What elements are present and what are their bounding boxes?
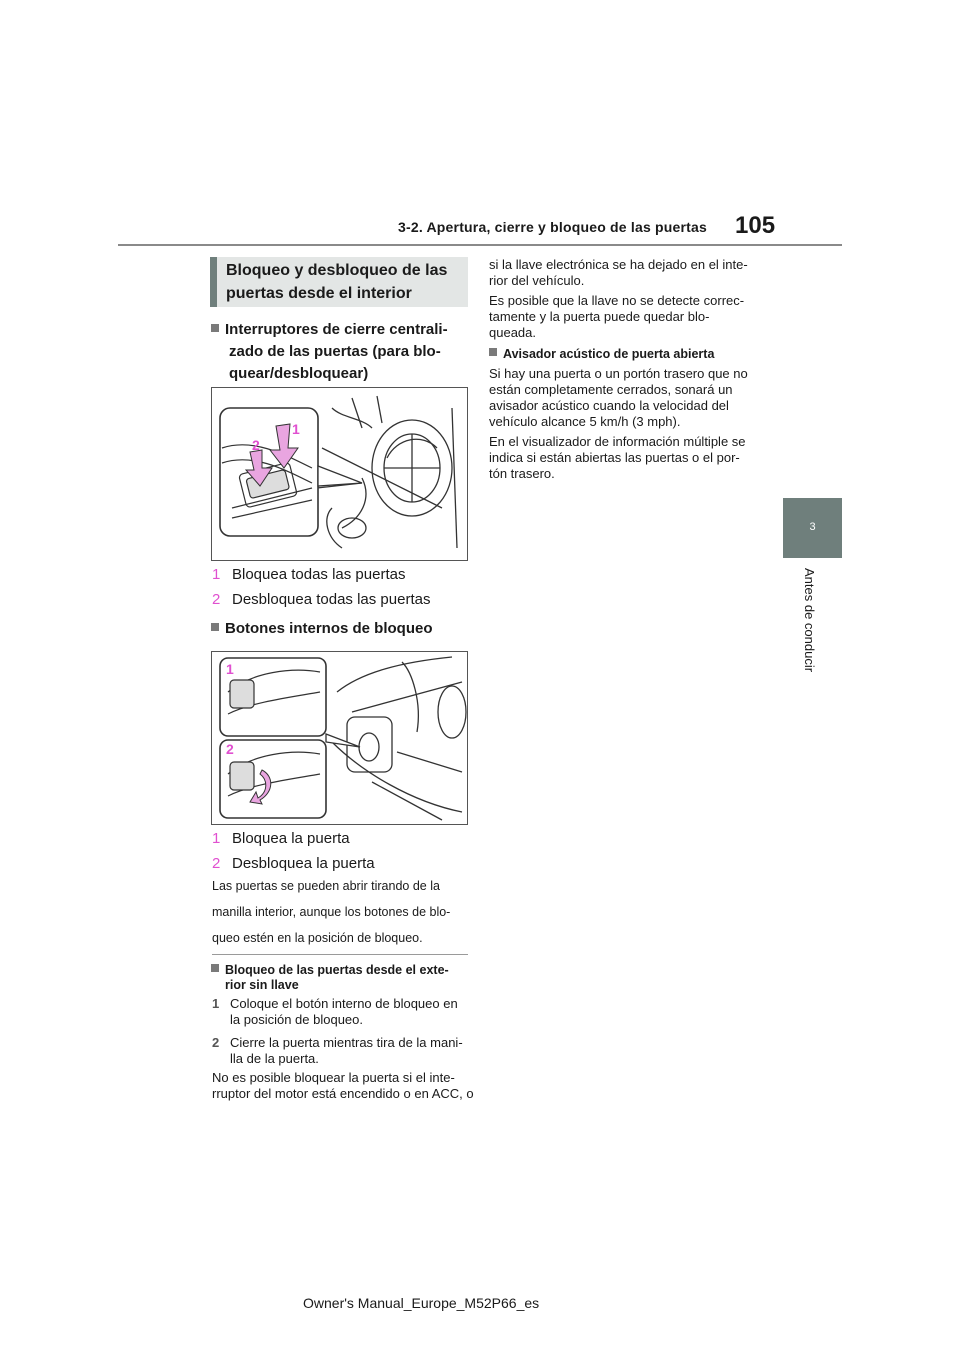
subheading-internal-buttons: Botones internos de bloqueo — [211, 618, 433, 640]
square-bullet-icon — [211, 324, 219, 332]
callout-1: 1 — [292, 421, 300, 437]
paragraph: En el visualizador de información múltiple se indica si están abiertas las puertas o el por- tón trasero. — [489, 434, 746, 481]
paragraph: Si hay una puerta o un portón trasero que no están completamente cerrados, sonará un avisador acústico cuando la velocidad del vehículo alcance 5 km/h (3 mph). — [489, 366, 748, 429]
caption-item: 1 Bloquea todas las puertas — [212, 566, 406, 583]
subheading-line2: zado de las puertas (para blo- — [229, 343, 441, 360]
chapter-label — [801, 568, 821, 682]
section-heading-box — [210, 257, 468, 307]
footer-manual-id: Owner's Manual_Europe_M52P66_es — [303, 1295, 540, 1311]
lock-switch-illustration — [212, 388, 467, 560]
header-rule — [118, 244, 842, 246]
caption-item: 2 Desbloquea todas las puertas — [212, 591, 431, 608]
square-bullet-icon — [211, 964, 219, 972]
separator — [212, 954, 468, 955]
subheading-lock-without-key: Bloqueo de las puertas desde el exte- rior sin llave — [211, 963, 476, 993]
page-number: 105 — [735, 212, 776, 239]
subheading-line1: Interruptores de cierre centrali- — [225, 321, 448, 338]
figure-lock-switch — [211, 387, 468, 561]
caption-item: 1 Bloquea la puerta — [212, 830, 350, 847]
callout-1: 1 — [226, 661, 234, 677]
subheading-central-lock — [211, 319, 471, 385]
chapter-label-text: Antes de conducir — [802, 568, 817, 673]
lock-buttons-illustration — [212, 652, 467, 824]
step-item: 1 Coloque el botón interno de bloqueo en la posición de bloqueo. — [212, 996, 458, 1027]
figure-lock-buttons — [211, 651, 468, 825]
callout-2: 2 — [252, 437, 260, 453]
section-heading-line2: puertas desde el interior — [226, 285, 412, 302]
subheading-door-alarm: Avisador acústico de puerta abierta — [489, 347, 714, 362]
square-bullet-icon — [489, 348, 497, 356]
tail-paragraph: No es posible bloquear la puerta si el inte- rruptor del motor está encendido o en ACC, o — [212, 1070, 474, 1101]
callout-2: 2 — [226, 741, 234, 757]
chapter-number: 3 — [809, 521, 816, 533]
note-paragraph: Las puertas se pueden abrir tirando de la manilla interior, aunque los botones de blo- queo estén en la posición de bloqueo. — [212, 879, 451, 945]
paragraph: si la llave electrónica se ha dejado en el inte- rior del vehículo. — [489, 257, 748, 288]
section-heading-line1: Bloqueo y desbloqueo de las — [226, 262, 448, 279]
paragraph: Es posible que la llave no se detecte correc- tamente y la puerta puede quedar blo- queada. — [489, 293, 745, 340]
square-bullet-icon — [211, 623, 219, 631]
section-title: 3-2. Apertura, cierre y bloqueo de las puertas — [398, 219, 708, 235]
subheading-line3: quear/desbloquear) — [229, 365, 369, 382]
caption-item: 2 Desbloquea la puerta — [212, 855, 375, 872]
step-item: 2 Cierre la puerta mientras tira de la mani- lla de la puerta. — [212, 1035, 463, 1066]
